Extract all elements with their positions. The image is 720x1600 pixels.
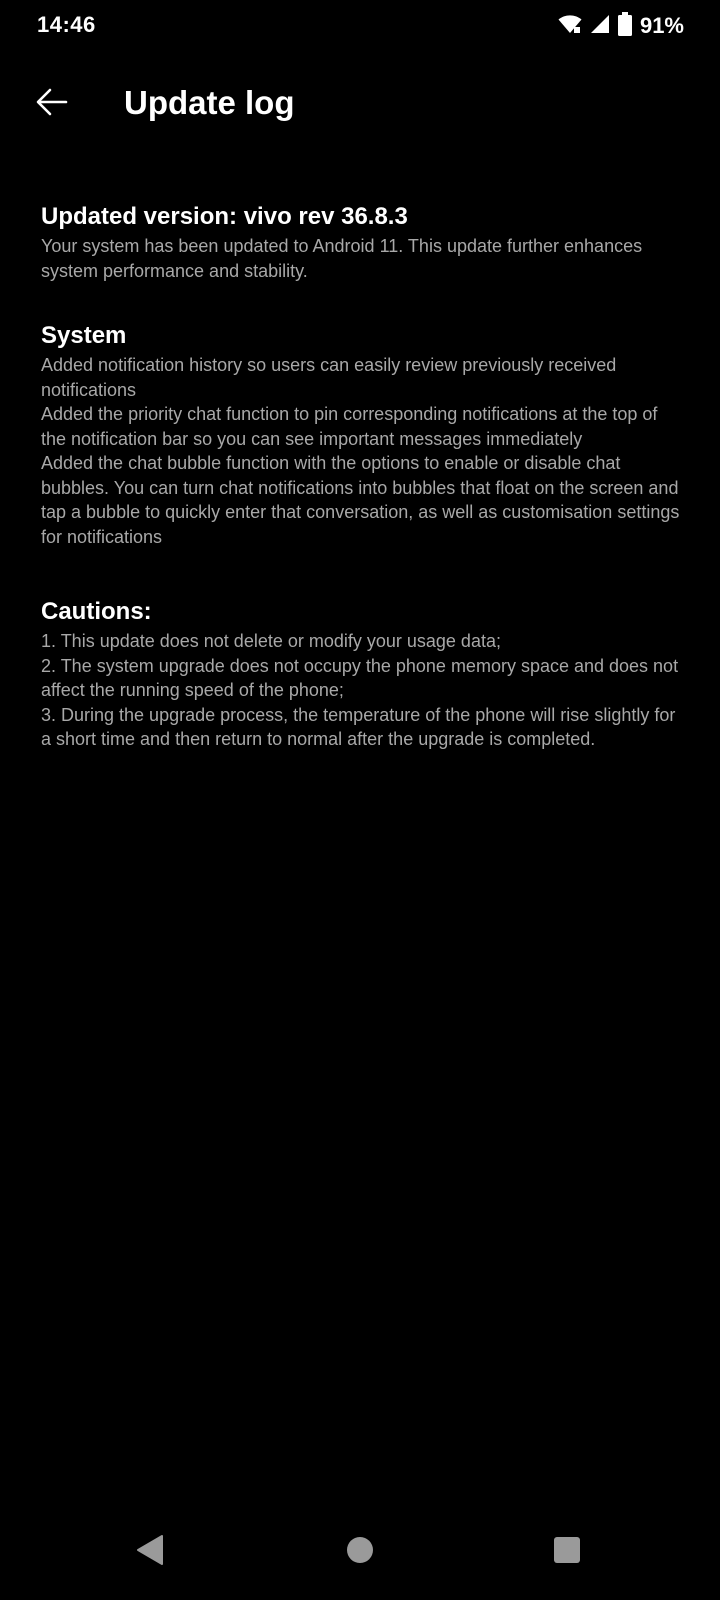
version-title: Updated version: vivo rev 36.8.3 (41, 203, 408, 230)
wifi-icon (558, 14, 582, 39)
list-item: Added notification history so users can easily review previously received notifications (41, 355, 617, 400)
update-log-content (41, 200, 681, 752)
list-item: 1. This update does not delete or modify your usage data; (41, 631, 501, 651)
navigation-bar (0, 1500, 720, 1600)
list-item: 2. The system upgrade does not occupy the phone memory space and does not affect the running speed of the phone; (41, 655, 679, 700)
nav-home-button[interactable] (330, 1522, 390, 1582)
status-bar (0, 0, 720, 52)
nav-home-icon (346, 1536, 374, 1569)
cautions-section (41, 595, 681, 752)
system-section (41, 319, 681, 549)
cautions-items (41, 629, 681, 752)
nav-recents-icon (553, 1536, 581, 1569)
system-items (41, 353, 681, 549)
back-button[interactable] (24, 76, 80, 132)
status-time: 14:46 (37, 12, 96, 37)
status-icons (558, 12, 684, 40)
cell-signal-icon (590, 14, 610, 39)
battery-percent: 91% (639, 13, 684, 38)
arrow-left-icon (36, 88, 68, 121)
list-item: Added the priority chat function to pin corresponding notifications at the top of the notification bar so you can see important messages immediately (41, 404, 658, 449)
app-bar (0, 70, 720, 140)
battery-icon (618, 12, 632, 41)
page-title: Update log (124, 84, 295, 121)
system-title: System (41, 322, 127, 349)
version-description: Your system has been updated to Android 11. This update further enhances system performance and stability. (41, 236, 643, 281)
nav-back-icon (135, 1534, 165, 1571)
list-item: 3. During the upgrade process, the temperature of the phone will rise slightly for a short time and then return to normal after the upgrade is completed. (41, 704, 676, 749)
cautions-title: Cautions: (41, 598, 152, 625)
nav-recents-button[interactable] (537, 1522, 597, 1582)
list-item: Added the chat bubble function with the options to enable or disable chat bubbles. You can turn chat notifications into bubbles that float on the screen and tap a bubble to quickly enter that conversation, as well as customisation settings for notifications (41, 453, 680, 547)
nav-back-button[interactable] (120, 1522, 180, 1582)
version-section (41, 200, 681, 283)
